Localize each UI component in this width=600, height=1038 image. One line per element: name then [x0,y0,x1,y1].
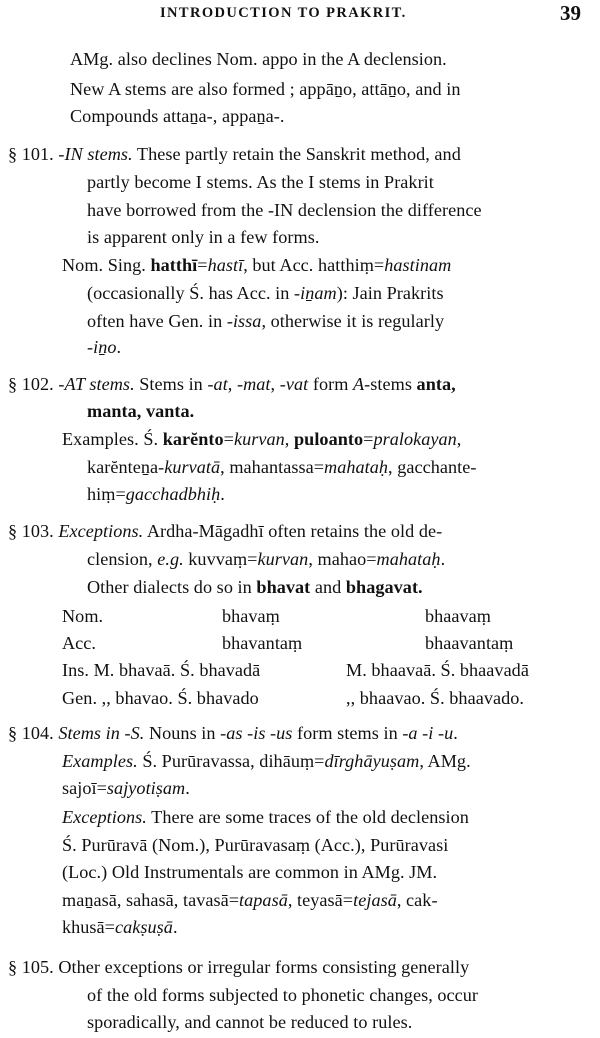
paradigm-cell: M. bhaavaā. Ś. bhaavadā [346,660,529,680]
text-line: sporadically, and cannot be reduced to rules. [87,1012,413,1032]
italic-run: sajyotiṣam [106,778,186,798]
bold-run: bhagavat. [345,577,423,597]
text-line: New A stems are also formed ; appāṉo, attāṉo, and in [70,79,461,99]
text-line: Compounds attaṉa-, appaṉa-. [70,106,285,126]
italic-run: -issa [226,311,262,331]
italic-run: -AT stems. [58,374,135,394]
text-line: -iṉo. [87,337,122,357]
bold-run: manta, vanta. [87,401,195,421]
paradigm-cell: Acc. [62,633,97,653]
bold-run: karĕnto [162,429,224,449]
italic-run: mahataḥ [324,457,389,477]
paradigm-cell: ,, bhaavao. Ś. bhaavado. [346,688,524,708]
italic-run: -iṉam [294,283,337,303]
paradigm-cell: bhaavaṃ [425,606,491,626]
paradigm-cell: bhaavantaṃ [425,633,514,653]
italic-run: Exceptions. [62,807,147,827]
text-line: is apparent only in a few forms. [87,227,320,247]
italic-run: pralokayan [373,429,457,449]
italic-run: kurvan [257,549,309,569]
text-line: (Loc.) Old Instrumentals are common in AMg. JM. [62,862,438,882]
italic-run: Exceptions. [58,521,144,541]
text-line: partly become I stems. As the I stems in Prakrit [87,172,434,192]
text-line: AMg. also declines Nom. appo in the A declension. [70,49,447,69]
text-line: hiṃ=gacchadbhiḥ. [87,484,225,504]
text-line: clension, e.g. kuvvaṃ=kurvan, mahao=mahataḥ. [87,549,446,569]
text-line: have borrowed from the -IN declension the difference [87,200,482,220]
text-line: sajoī=sajyotiṣam. [62,778,190,798]
italic-run: mahataḥ [376,549,441,569]
section-102-heading: § 102. -AT stems. Stems in -at, -mat, -vat form A-stems anta, [8,374,456,394]
italic-run: gacchadbhiḥ [125,484,221,504]
section-101-heading: § 101. -IN stems. These partly retain the Sanskrit method, and [8,144,461,164]
italic-run: -at [207,374,228,394]
bold-run: bhavat [256,577,311,597]
text-line: Examples. Ś. Purūravassa, dihāuṃ=dīrghāyuṣam, AMg. [62,751,471,771]
italic-run: -IN stems. [58,144,133,164]
text-line: maṉasā, sahasā, tavasā=tapasā, teyasā=tejasā, cak- [62,890,438,910]
italic-run: e.g. [157,549,184,569]
running-title: INTRODUCTION TO PRAKRIT. [160,5,407,21]
text-line: karĕnteṉa-kurvatā, mahantassa=mahataḥ, gacchante- [87,457,477,477]
paradigm-cell: Nom. [62,606,104,626]
section-104-heading: § 104. Stems in -S. Nouns in -as -is -us form stems in -a -i -u. [8,723,458,743]
italic-run: dīrghāyuṣam [324,751,420,771]
italic-run: -mat [237,374,271,394]
italic-run: Examples. [62,751,138,771]
text-line: khusā=cakṣuṣā. [62,917,178,937]
italic-run: kurvan [233,429,285,449]
italic-run: Stems in -S. [58,723,145,743]
text-line: Other dialects do so in bhavat and bhagavat. [87,577,423,597]
text-line: Exceptions. There are some traces of the old declension [62,807,469,827]
italic-run: A [352,374,365,394]
bold-run: anta, [416,374,456,394]
italic-run: kurvatā [164,457,221,477]
italic-run: tapasā [239,890,288,910]
text-line: (occasionally Ś. has Acc. in -iṉam): Jain Prakrits [87,283,444,303]
section-103-heading: § 103. Exceptions. Ardha-Māgadhī often retains the old de- [8,521,443,541]
italic-run: -vat [279,374,309,394]
italic-run: cakṣuṣā [115,917,173,937]
paradigm-cell: Gen. ,, bhavao. Ś. bhavado [62,688,259,708]
paradigm-cell: bhavantaṃ [222,633,303,653]
italic-run: tejasā [353,890,397,910]
text-line: Nom. Sing. hatthī=hastī, but Acc. hatthiṃ=hastinam [62,255,452,275]
text-line: often have Gen. in -issa, otherwise it is regularly [87,311,445,331]
text-line [87,402,194,420]
italic-run: hastī [207,255,244,275]
paradigm-cell: bhavaṃ [222,606,280,626]
italic-run: -as -is -us [220,723,293,743]
italic-run: -iṉo [87,337,117,357]
italic-run: hastinam [384,255,452,275]
paradigm-cell: Ins. M. bhavaā. Ś. bhavadā [62,660,261,680]
bold-run: puloanto [294,429,364,449]
text-line: Examples. Ś. karĕnto=kurvan, puloanto=pralokayan, [62,429,462,449]
italic-run: -a -i -u [402,723,454,743]
text-line: of the old forms subjected to phonetic changes, occur [87,985,479,1005]
section-105-heading: § 105. Other exceptions or irregular forms consisting generally [8,957,470,977]
page-number: 39 [560,1,582,25]
text-line: Ś. Purūravā (Nom.), Purūravasaṃ (Acc.), Purūravasi [62,835,449,855]
bold-run: hatthī [150,255,198,275]
